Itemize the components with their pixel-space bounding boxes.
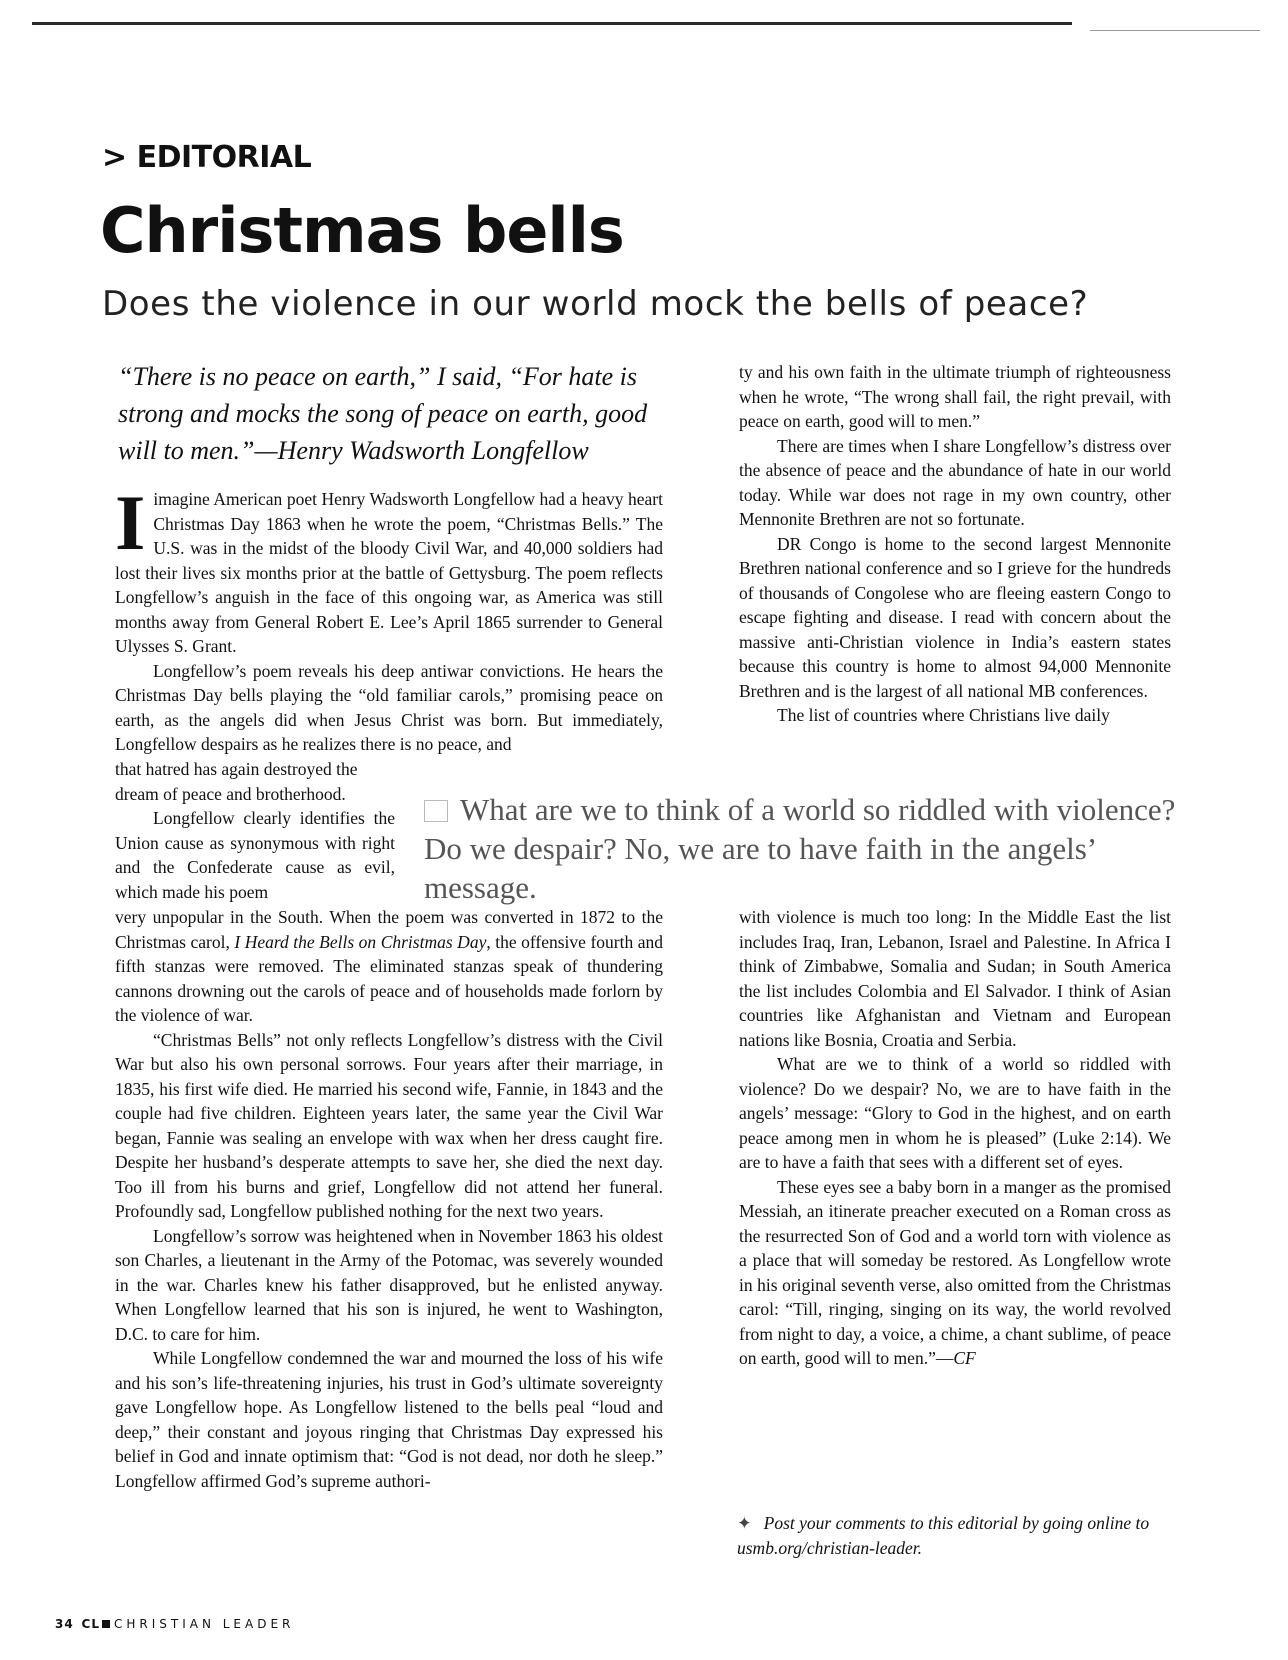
paragraph-11-text: These eyes see a baby born in a manger as the promised Messiah, an itinerate preacher executed on a Roman cross as the resurrected Son of God and a world torn with violence as a place that will someday be restored. As Longfellow wrote in his original seventh verse, also omitted from the Christmas carol: “Till, ringing, singing on its way, the world revolved from night to day, a voice, a chime, a chant sublime, of peace on earth, good will to men.”—	[739, 1176, 1171, 1368]
right-column-top	[739, 360, 1171, 728]
carol-title: I Heard the Bells on Christmas Day	[234, 931, 487, 952]
paragraph-6: While Longfellow condemned the war and mourned the loss of his wife and his son’s life-threatening injuries, his trust in God’s ultimate sovereignty gave Longfellow hope. As Longfellow listened to the bells peal “loud and deep,” their constant and joyous ringing that Christmas Day expressed his belief in God and innate optimism that: “God is not dead, nor doth he sleep.” Longfellow affirmed God’s supreme authori-	[115, 1348, 663, 1491]
paragraph-10: What are we to think of a world so riddled with violence? Do we despair? No, we are to have faith in the angels’ message: “Glory to God in the highest, and on earth peace among men in whom he is pleased” (Luke 2:14). We are to have a faith that sees with a different set of eyes.	[739, 1054, 1171, 1172]
article-title: Christmas bells	[100, 194, 624, 267]
pull-quote-text: What are we to think of a world so riddled with violence? Do we despair? No, we are to have faith in the angels’ message.	[424, 792, 1176, 905]
footer-cl: CL	[81, 1617, 100, 1631]
top-rule	[32, 22, 1072, 25]
paragraph-2-cont: that hatred has again destroyed the dream of peace and brotherhood.	[115, 759, 358, 804]
paragraph-9-cont: with violence is much too long: In the Middle East the list includes Iraq, Iran, Lebanon, Israel and Palestine. In Africa I think of Zimbabwe, Somalia and Sudan; in South America the list includes Colombia and El Salvador. I think of Asian countries like Afghanistan and Vietnam and European nations like Bosnia, Croatia and Serbia.	[739, 907, 1171, 1050]
left-column-narrow	[115, 757, 395, 904]
article-deck: Does the violence in our world mock the bells of peace?	[102, 284, 1089, 324]
author-initials: CF	[953, 1348, 976, 1368]
paragraph-6-cont: ty and his own faith in the ultimate triumph of righteousness when he wrote, “The wrong shall fail, the right prevail, with peace on earth, good will to men.”	[739, 362, 1171, 431]
section-kicker: > EDITORIAL	[102, 140, 312, 175]
left-column-bottom	[115, 905, 663, 1493]
paragraph-intro-text: imagine American poet Henry Wadsworth Longfellow had a heavy heart Christmas Day 1863 when he wrote the poem, “Christmas Bells.” The U.S. was in the midst of the bloody Civil War, and 40,000 soldiers had lost their lives six months prior at the battle of Gettysburg. The poem reflects Longfellow’s anguish in the face of this ongoing war, as America was still months away from General Robert E. Lee’s April 1865 surrender to General Ulysses S. Grant.	[115, 489, 663, 656]
comment-note-text: Post your comments to this editorial by going online to usmb.org/christian-leader.	[737, 1513, 1150, 1558]
paragraph-3-cont-text: very unpopular in the South. When the poem was converted in 1872 to the Christmas carol,	[115, 907, 663, 952]
mouse-click-icon: ✦	[737, 1513, 752, 1533]
paragraph-3-end-text: , the offensive fourth and fifth stanzas were removed. The eliminated stanzas speak of thundering cannons drowning out the carols of peace and of households made forlorn by the violence of war.	[115, 931, 663, 1025]
paragraph-2: Longfellow’s poem reveals his deep antiwar convictions. He hears the Christmas Day bells playing the “old familiar carols,” promising peace on earth, as the angels did when Jesus Christ was born. But immediately, Longfellow despairs as he realizes there is no peace, and	[115, 660, 663, 754]
pull-quote-marker	[424, 800, 448, 822]
comment-note	[737, 1511, 1177, 1561]
paragraph-11	[739, 1175, 1171, 1371]
paragraph-intro	[115, 479, 663, 659]
right-column-bottom	[739, 905, 1171, 1371]
top-rule-secondary	[1090, 30, 1260, 31]
page-number: 34	[55, 1617, 74, 1631]
paragraph-7: There are times when I share Longfellow’s distress over the absence of peace and the abundance of hate in our world today. While war does not rage in my own country, other Mennonite Brethren are not so fortunate.	[739, 435, 1171, 529]
page-footer	[55, 1617, 294, 1631]
paragraph-3-cont	[115, 905, 663, 1028]
pull-quote	[424, 790, 1184, 907]
paragraph-5: Longfellow’s sorrow was heightened when in November 1863 his oldest son Charles, a lieutenant in the Army of the Potomac, was severely wounded in the war. Charles knew his father disapproved, but he enlisted anyway. When Longfellow learned that his son is injured, he went to Washington, D.C. to care for him.	[115, 1225, 663, 1344]
paragraph-4: “Christmas Bells” not only reflects Longfellow’s distress with the Civil War but also his own personal sorrows. Four years after their marriage, in 1835, his first wife died. He married his second wife, Fannie, in 1843 and the couple had five children. Eighteen years later, the same year the Civil War began, Fannie was sealing an envelope with wax when her dress caught fire. Despite her husband’s desperate attempts to save her, she died the next day. Too ill from his burns and grief, Longfellow did not attend her funeral. Profoundly sad, Longfellow published nothing for the next two years.	[115, 1029, 663, 1221]
epigraph-quote: “There is no peace on earth,” I said, “For hate is strong and mocks the song of peace on earth, good will to men.”—Henry Wadsworth Longfellow	[118, 362, 648, 465]
footer-square-icon	[102, 1620, 110, 1628]
left-column-top	[115, 479, 663, 757]
paragraph-9-start: The list of countries where Christians live daily	[777, 705, 1110, 725]
paragraph-8: DR Congo is home to the second largest Mennonite Brethren national conference and so I grieve for the hundreds of thousands of Congolese who are fleeing eastern Congo to escape fighting and disease. I read with concern about the massive anti-Christian violence in India’s eastern states because this country is home to almost 94,000 Mennonite Brethren and is the largest of all national MB conferences.	[739, 533, 1171, 701]
publication-name: CHRISTIAN LEADER	[113, 1617, 295, 1631]
drop-cap: I	[115, 479, 146, 566]
paragraph-3-start: Longfellow clearly identifies the Union cause as synonymous with right and the Confederate cause as evil, which made his poem	[115, 808, 395, 902]
